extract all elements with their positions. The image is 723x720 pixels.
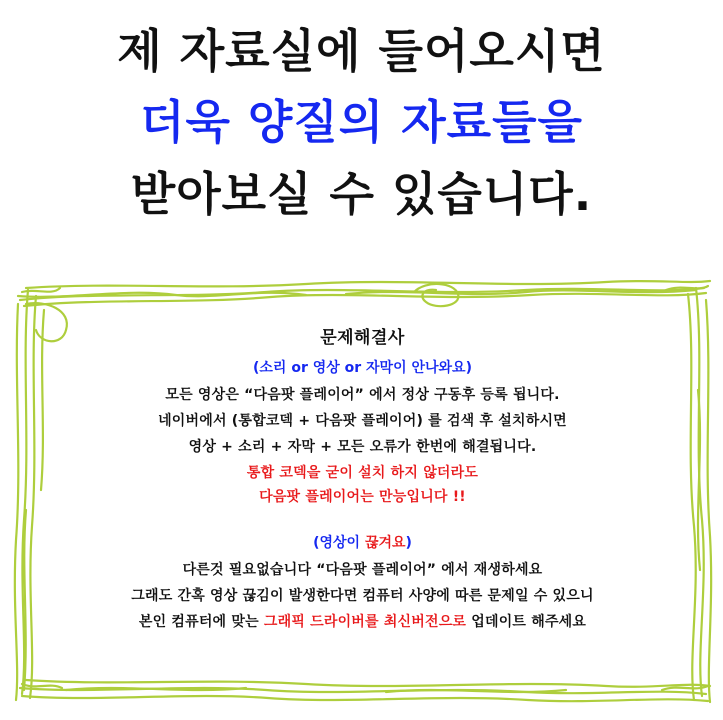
- section1-line-1: 모든 영상은 “다음팟 플레이어” 에서 정상 구동후 등록 됩니다.: [165, 387, 560, 403]
- section1-line-3: 영상 + 소리 + 자막 + 모든 오류가 한번에 해결됩니다.: [188, 439, 537, 455]
- section1-question: (소리 or 영상 or 자막이 안나와요): [253, 360, 472, 376]
- section2-last-part3: 업데이트 해주세요: [466, 614, 587, 630]
- section2-last-line: [40, 615, 685, 629]
- headline-block: [0, 16, 723, 230]
- section1-red-line-1: 통합 코덱을 굳이 설치 하지 않더라도: [246, 465, 479, 481]
- notes-section-2: [40, 536, 685, 629]
- notes-section-1: [40, 361, 685, 504]
- notes-block: [40, 330, 685, 641]
- section1-line-2: 네이버에서 (통합코덱 + 다음팟 플레이어) 를 검색 후 설치하시면: [158, 413, 567, 429]
- notes-title: 문제해결사: [320, 328, 405, 348]
- section2-last-part2: 그래픽 드라이버를 최신버전으로: [263, 614, 467, 630]
- headline-line-2: 더욱 양질의 자료들을: [140, 95, 583, 150]
- section2-question-red: 끊겨요: [364, 535, 406, 551]
- section-spacer: [40, 514, 685, 536]
- section2-line-2: 그래도 간혹 영상 끊김이 발생한다면 컴퓨터 사양에 따른 문제일 수 있으니: [131, 588, 594, 604]
- section2-question-suffix: ): [405, 535, 412, 551]
- section2-line-1: 다른것 필요없습니다 “다음팟 플레이어” 에서 재생하세요: [182, 562, 543, 578]
- headline-line-3: 받아보실 수 있습니다.: [130, 166, 593, 221]
- section2-last-part1: 본인 컴퓨터에 맞는: [138, 614, 264, 630]
- headline-line-1: 제 자료실에 들어오시면: [117, 24, 606, 78]
- section1-red-line-2: 다음팟 플레이어는 만능입니다 !!: [259, 489, 466, 505]
- section2-question: [40, 536, 685, 550]
- section2-question-prefix: (영상이: [313, 535, 365, 551]
